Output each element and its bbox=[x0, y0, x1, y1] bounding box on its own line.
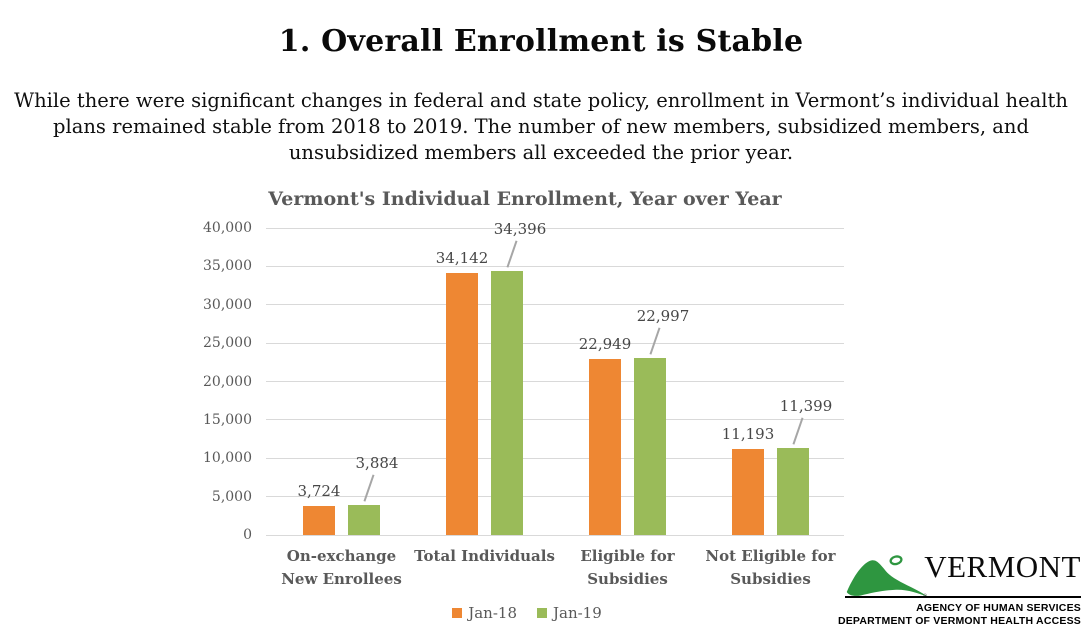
logo-department-line: DEPARTMENT OF VERMONT HEALTH ACCESS bbox=[837, 615, 1081, 627]
slide-title: 1. Overall Enrollment is Stable bbox=[278, 24, 804, 59]
bar-jan-18-group3 bbox=[589, 359, 621, 535]
gridline bbox=[266, 304, 844, 305]
value-label: 11,399 bbox=[779, 396, 833, 415]
legend-label: Jan-18 bbox=[468, 604, 517, 622]
logo-divider bbox=[845, 596, 1081, 598]
bar-jan-18-group1 bbox=[303, 506, 335, 535]
y-axis-tick-label: 0 bbox=[243, 527, 252, 543]
logo-wordmark: VERMONT bbox=[924, 549, 1081, 584]
x-axis-category-label: Total Individuals bbox=[414, 547, 555, 565]
vermont-logo bbox=[837, 549, 1082, 640]
y-axis-tick-label: 10,000 bbox=[203, 450, 252, 467]
value-label: 3,884 bbox=[355, 454, 399, 473]
mountain-shape bbox=[847, 560, 929, 597]
chart-title: Vermont's Individual Enrollment, Year over Year bbox=[268, 188, 782, 210]
value-label: 3,724 bbox=[297, 482, 341, 501]
gridline bbox=[266, 381, 844, 382]
value-label: 11,193 bbox=[721, 425, 775, 444]
intro-line-3: unsubsidized members all exceeded the prior year. bbox=[288, 141, 794, 164]
label-leader-line bbox=[363, 475, 374, 502]
y-axis-tick-label: 30,000 bbox=[203, 296, 252, 313]
mountain-icon bbox=[845, 554, 933, 600]
y-axis-tick-label: 20,000 bbox=[203, 373, 252, 390]
legend-item-jan-18 bbox=[452, 604, 517, 622]
legend-swatch-jan-19 bbox=[537, 608, 547, 618]
x-axis-category-label: On-exchange New Enrollees bbox=[281, 547, 402, 588]
bar-jan-18-group2 bbox=[446, 273, 478, 535]
y-axis-tick-label: 5,000 bbox=[211, 488, 252, 505]
value-label: 22,949 bbox=[578, 334, 632, 353]
bar-jan-19-group2 bbox=[491, 271, 523, 535]
x-axis-category-label: Eligible for Subsidies bbox=[580, 547, 675, 588]
label-leader-line bbox=[792, 417, 803, 444]
bar-jan-19-group3 bbox=[634, 358, 666, 535]
logo-agency-line: AGENCY OF HUMAN SERVICES bbox=[916, 602, 1081, 614]
y-axis-tick-label: 25,000 bbox=[203, 335, 252, 352]
value-label: 22,997 bbox=[636, 307, 690, 326]
gridline bbox=[266, 343, 844, 344]
y-axis-tick-label: 15,000 bbox=[203, 411, 252, 428]
bar-jan-19-group4 bbox=[777, 448, 809, 535]
bar-jan-19-group1 bbox=[348, 505, 380, 535]
value-label: 34,396 bbox=[493, 220, 547, 238]
legend-item-jan-19 bbox=[537, 604, 602, 622]
y-axis-tick-label: 35,000 bbox=[203, 258, 252, 275]
bar-jan-18-group4 bbox=[732, 449, 764, 535]
y-axis-tick-label: 40,000 bbox=[203, 220, 252, 236]
legend-swatch-jan-18 bbox=[452, 608, 462, 618]
chart-legend bbox=[238, 604, 816, 622]
legend-label: Jan-19 bbox=[553, 604, 602, 622]
value-label: 34,142 bbox=[435, 248, 489, 267]
gridline bbox=[266, 419, 844, 420]
label-leader-line bbox=[506, 241, 517, 268]
gridline bbox=[266, 266, 844, 267]
intro-line-1: While there were significant changes in federal and state policy, enrollment in Vermont’s individual health bbox=[14, 89, 1068, 112]
label-leader-line bbox=[649, 328, 660, 355]
sun-ring bbox=[890, 555, 902, 565]
intro-line-2: plans remained stable from 2018 to 2019. The number of new members, subsidized members, and bbox=[53, 115, 1029, 138]
x-axis-category-label: Not Eligible for Subsidies bbox=[705, 547, 836, 588]
